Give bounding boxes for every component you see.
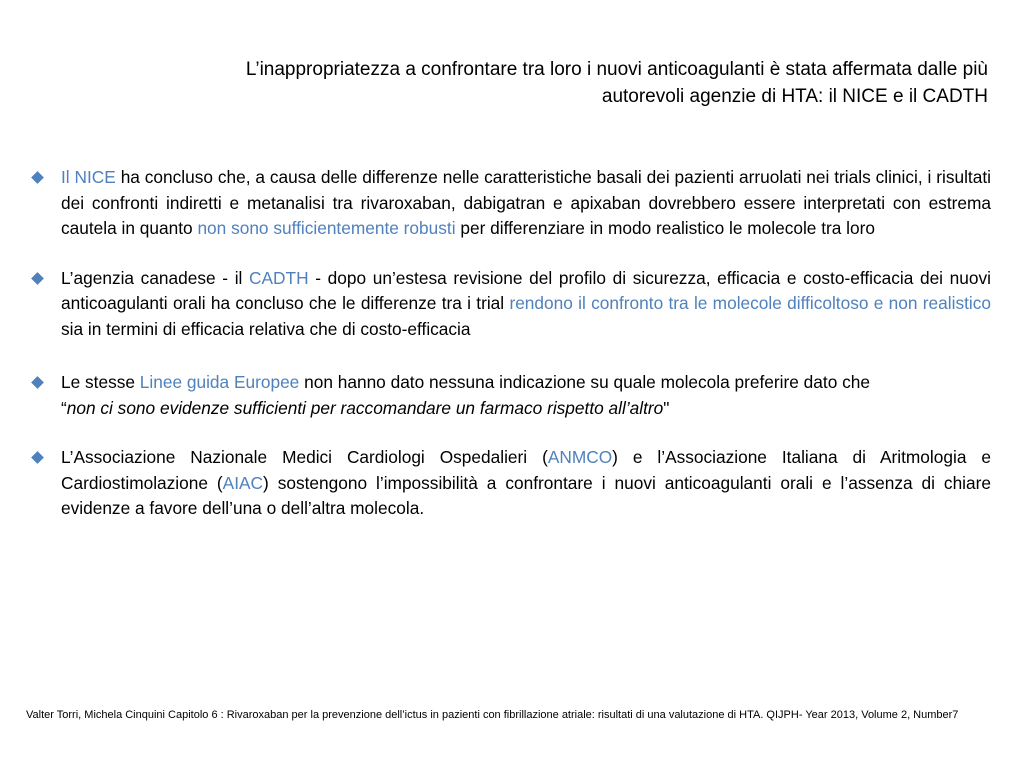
slide-title	[88, 56, 988, 110]
bullet-nice	[30, 165, 991, 242]
diamond-bullet-icon	[31, 272, 44, 285]
highlight-linee-guida: Linee guida Europee	[139, 372, 300, 392]
bullet-text: - dopo un’estesa revisione del profilo di sicurezza, efficacia e costo-efficacia dei nuovi anticoagulanti orali ha concluso che le differenze tra i trial	[61, 267, 991, 313]
bullet-text: ) e l’Associazione Italiana di Aritmologia e Cardiostimolazione (	[61, 447, 991, 493]
highlight-confronto-difficoltoso: rendono il confronto tra le molecole difficoltoso e non realistico	[509, 293, 991, 313]
slide-title-line-2: autorevoli agenzie di HTA: il NICE e il CADTH	[601, 86, 988, 107]
italic-quote: non ci sono evidenze sufficienti per raccomandare un farmaco rispetto all’altro	[66, 397, 664, 418]
bullet-cadth	[30, 266, 991, 343]
bullet-text: non hanno dato nessuna indicazione su quale molecola preferire dato che	[299, 372, 870, 392]
highlight-cadth: CADTH	[249, 267, 309, 288]
bullet-text: ha concluso che, a causa delle differenze nelle caratteristiche basali dei pazienti arruolati nei trials clinici, i risultati dei confronti indiretti e metanalisi tra rivaroxaban, dabigatran e apixaban dovrebbero essere interpretati con estrema cautela in quanto	[61, 167, 991, 238]
bullet-linee-guida	[30, 370, 991, 421]
diamond-bullet-icon	[31, 451, 44, 464]
bullet-list	[30, 165, 991, 522]
highlight-anmco: ANMCO	[547, 447, 613, 467]
highlight-aiac: AIAC	[222, 472, 264, 493]
bullet-text: “	[61, 397, 67, 418]
footer-citation: Valter Torri, Michela Cinquini Capitolo 6 : Rivaroxaban per la prevenzione dell’ictus in pazienti con fibrillazione atriale: risultati di una valutazione di HTA. QIJPH- Year 2013, Volume 2, Number7	[26, 709, 959, 721]
bullet-anmco-aiac	[30, 445, 991, 522]
bullet-text: ) sostengono l’impossibilità a confrontare i nuovi anticoagulanti orali e l’assenza di chiare evidenze a favore dell’una o dell’altra molecola.	[61, 472, 991, 518]
diamond-bullet-icon	[31, 171, 44, 184]
bullet-text: L’Associazione Nazionale Medici Cardiologi Ospedalieri (	[61, 447, 548, 467]
bullet-text: sia in termini di efficacia relativa che di costo-efficacia	[61, 318, 471, 339]
highlight-non-robusti: non sono sufficientemente robusti	[197, 218, 456, 238]
bullet-text: L’agenzia canadese - il	[61, 267, 250, 288]
bullet-text: Le stesse	[61, 372, 140, 392]
highlight-nice: Il NICE	[61, 167, 116, 187]
slide-title-line-1: L’inappropriatezza a confrontare tra loro i nuovi anticoagulanti è stata affermata dalle più	[245, 59, 988, 80]
diamond-bullet-icon	[31, 376, 44, 389]
bullet-text: per differenziare in modo realistico le molecole tra loro	[455, 218, 875, 238]
bullet-text: "	[663, 397, 670, 418]
